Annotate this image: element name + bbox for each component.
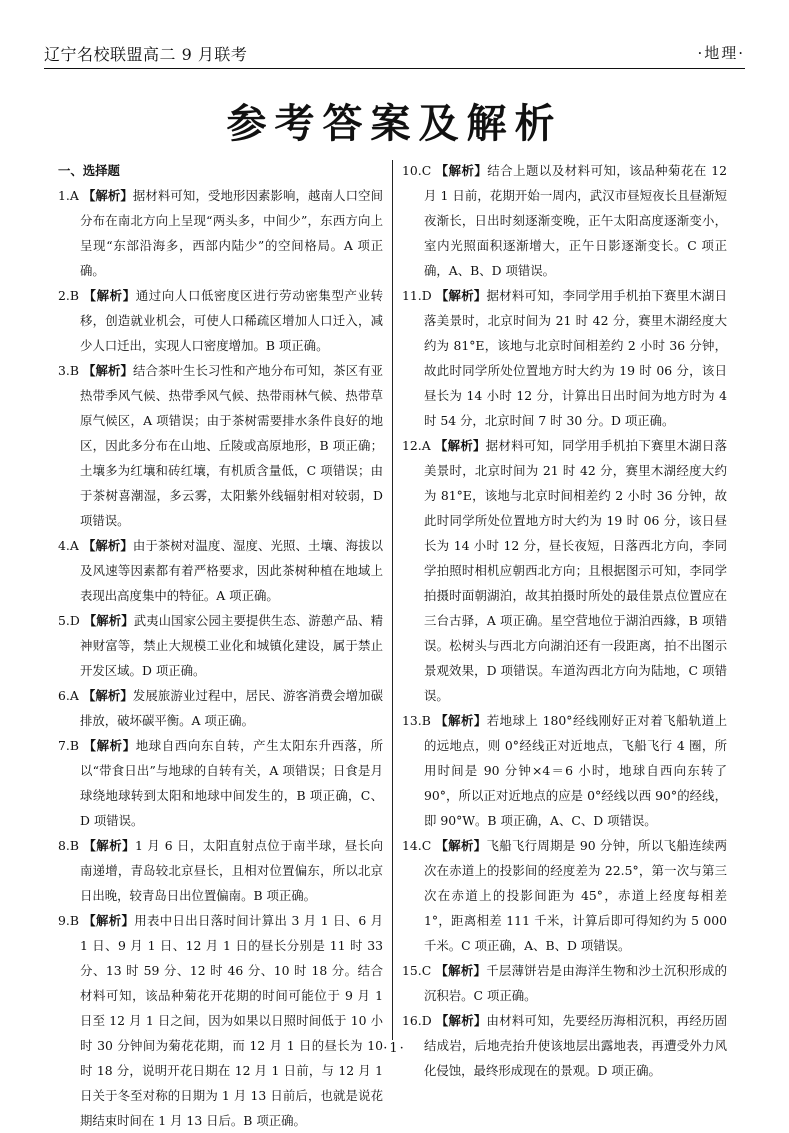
section-heading: 一、选择题 [58, 163, 120, 178]
analysis-text: 据材料可知，受地形因素影响，越南人口空间分布在南北方向上呈现“两头多，中间少”，东西方向上呈现“东部沿海多，西部内陆少”的空间格局。A 项正确。 [80, 188, 383, 278]
page-title: 参考答案及解析 [226, 101, 563, 147]
answer-item [58, 283, 383, 358]
analysis-tag: 【解析】 [435, 163, 488, 178]
analysis-tag: 【解析】 [434, 438, 486, 453]
analysis-tag: 【解析】 [83, 613, 134, 628]
answer-number: 4.A [58, 538, 79, 553]
subject-label: ·地理· [697, 44, 745, 62]
analysis-tag: 【解析】 [82, 538, 133, 553]
answer-number: 7.B [58, 738, 79, 753]
answer-item [58, 183, 383, 283]
analysis-text: 结合上题以及材料可知，该品种菊花在 12 月 1 日前，花期开始一周内，武汉市昼短夜长且昼渐短夜渐长，日出时刻逐渐变晚，正午太阳高度逐渐变小，室内光照面积逐渐增大，正午日影逐渐变长。C 项正确，A、B、D 项错误。 [424, 163, 727, 278]
analysis-tag: 【解析】 [83, 288, 136, 303]
column-divider [392, 160, 393, 1040]
analysis-text: 地球自西向东自转，产生太阳东升西落，所以“带食日出”与地球的自转有关，A 项错误；日食是月球绕地球转到太阳和地球中间发生的，B 项正确，C、D 项错误。 [80, 738, 384, 828]
answer-number: 1.A [58, 188, 79, 203]
analysis-text: 武夷山国家公园主要提供生态、游憩产品、精神财富等，禁止大规模工业化和城镇化建设，属于禁止开发区域。D 项正确。 [80, 613, 384, 678]
analysis-tag: 【解析】 [83, 838, 136, 853]
answer-item [58, 833, 383, 908]
analysis-tag: 【解析】 [83, 738, 136, 753]
left-column [58, 158, 383, 1133]
answer-item [402, 958, 727, 1008]
answer-number: 15.C [402, 963, 432, 978]
answer-item [402, 158, 727, 283]
analysis-tag: 【解析】 [435, 713, 487, 728]
page-header [44, 34, 745, 69]
answer-number: 10.C [402, 163, 432, 178]
answer-number: 16.D [402, 1013, 432, 1028]
analysis-tag: 【解析】 [435, 1013, 487, 1028]
analysis-text: 据材料可知，李同学用手机拍下赛里木湖日落美景时，北京时间为 21 时 42 分，赛里木湖经度大约为 81°E，该地与北京时间相差约 2 小时 36 分钟，故此时同学所处位置地方时大约为 19 时 06 分，该日昼长为 14 小时 12 分，计算出日出时间为地方时为 4 时 54 分，北京时间 7 时 30 分。D 项正确。 [424, 288, 727, 428]
answer-number: 8.B [58, 838, 79, 853]
answer-number: 5.D [58, 613, 80, 628]
answer-number: 14.C [402, 838, 432, 853]
answer-number: 11.D [402, 288, 432, 303]
analysis-text: 结合茶叶生长习性和产地分布可知，茶区有亚热带季风气候、热带季风气候、热带雨林气候、热带草原气候区，A 项错误；由于茶树需要排水条件良好的地区，因此多分布在山地、丘陵或高原地形，B 项正确；土壤多为红壤和砖红壤，有机质含量低，C 项错误；由于茶树喜潮湿，多云雾，太阳紫外线辐射相对较弱，D 项错误。 [80, 363, 384, 528]
analysis-tag: 【解析】 [83, 913, 135, 928]
analysis-text: 通过向人口低密度区进行劳动密集型产业转移，创造就业机会，可使人口稀疏区增加人口迁入，减少人口迁出，实现人口密度增加。B 项正确。 [80, 288, 384, 353]
analysis-text: 由于茶树对温度、湿度、光照、土壤、海拔以及风速等因素都有着严格要求，因此茶树种植在地域上表现出高度集中的特征。A 项正确。 [80, 538, 383, 603]
answer-number: 9.B [58, 913, 79, 928]
answer-item [402, 283, 727, 433]
analysis-tag: 【解析】 [83, 363, 134, 378]
exam-title: 辽宁名校联盟高二 9 月联考 [44, 45, 248, 64]
page-number: ·1· [383, 1041, 406, 1056]
analysis-text: 用表中日出日落时间计算出 3 月 1 日、6 月 1 日、9 月 1 日、12 月 1 日的昼长分别是 11 时 33 分、13 时 59 分、12 时 46 分、10 时 18 分。结合材料可知，该品种菊花开花期的时间可能位于 9 月 1 日至 12 月 1 日之间，因为如果以日照时间低于 10 小时 30 分钟间为菊花花期，而 12 月 1 日的昼长为 10 时 18 分，说明开花日期在 12 月 1 日前，与 12 月 1 日关于冬至对称的日期为 1 月 13 日前后，也就是说花期结束时间在 1 月 13 日后。B 项正确。 [80, 913, 383, 1128]
answer-item [58, 608, 383, 683]
answer-number: 12.A [402, 438, 431, 453]
analysis-text: 若地球上 180°经线刚好正对着飞船轨道上的远地点，则 0°经线正对近地点，飞船飞行 4 圈，所用时间是 90 分钟×4＝6 小时，地球自西向东转了 90°，所以正对近地点的应是 0°经线以西 90°的经线，即 90°W。B 项正确，A、C、D 项错误。 [424, 713, 727, 828]
answer-item [402, 833, 727, 958]
answer-item [58, 358, 383, 533]
analysis-tag: 【解析】 [435, 838, 487, 853]
analysis-text: 由材料可知，先要经历海相沉积，再经历固结成岩，后地壳抬升使该地层出露地表，再遭受外力风化侵蚀，最终形成现在的景观。D 项正确。 [424, 1013, 727, 1078]
answer-item [58, 908, 383, 1133]
answer-number: 6.A [58, 688, 79, 703]
analysis-tag: 【解析】 [435, 288, 487, 303]
analysis-tag: 【解析】 [435, 963, 487, 978]
analysis-text: 飞船飞行周期是 90 分钟，所以飞船连续两次在赤道上的投影间的经度差为 22.5°，第一次与第三次在赤道上的投影间距为 45°，赤道上经度每相差 1°，距离相差 111 千米，计算后即可得知约为 5 000 千米。C 项正确，A、B、D 项错误。 [424, 838, 727, 953]
answer-item [58, 733, 383, 833]
analysis-tag: 【解析】 [82, 188, 133, 203]
answer-list-right [402, 158, 727, 1083]
analysis-text: 1 月 6 日，太阳直射点位于南半球，昼长向南递增，青岛较北京昼长，且相对位置偏东，所以北京日出晚，较青岛日出位置偏南。B 项正确。 [80, 838, 383, 903]
answer-list-left [58, 183, 383, 1133]
right-column [402, 158, 727, 1083]
answer-number: 2.B [58, 288, 79, 303]
answer-number: 13.B [402, 713, 431, 728]
answer-item [58, 533, 383, 608]
analysis-text: 千层薄饼岩是由海洋生物和沙土沉积形成的沉积岩。C 项正确。 [424, 963, 728, 1003]
analysis-tag: 【解析】 [82, 688, 133, 703]
answer-item [58, 683, 383, 733]
analysis-text: 据材料可知，同学用手机拍下赛里木湖日落美景时，北京时间为 21 时 42 分，赛里木湖经度大约为 81°E，该地与北京时间相差约 2 小时 36 分钟，故此时同学所处位置地方时大约为 19 时 06 分，该日昼长为 14 小时 12 分，昼长夜短，日落西北方向，李同学拍照时相机应朝西北方向；且根据图示可知，李同学拍摄时面朝湖泊，故其拍摄时所处的最佳景点位置应在三台古驿，A 项正确。星空营地位于湖泊西緣，B 项错误。松树头与西北方向湖泊还有一段距离，拍不出图示景观效果，D 项错误。车道沟西北方向为陆地，C 项错误。 [424, 438, 727, 703]
answer-number: 3.B [58, 363, 79, 378]
answer-item [402, 433, 727, 708]
analysis-text: 发展旅游业过程中，居民、游客消费会增加碳排放，破坏碳平衡。A 项正确。 [80, 688, 383, 728]
answer-item [402, 708, 727, 833]
